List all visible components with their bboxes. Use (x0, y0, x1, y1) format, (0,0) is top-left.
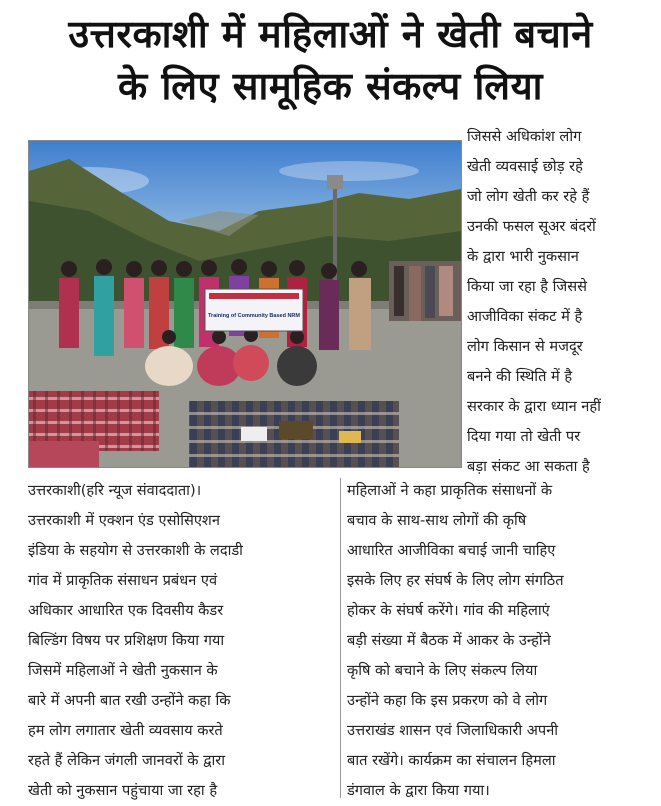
text-line: रहते हैं लेकिन जंगली जानवरों के द्वारा (28, 752, 226, 769)
right-column-text (467, 122, 657, 482)
text-line: के द्वारा भारी नुकसान (467, 248, 579, 265)
text-line: महिलाओं ने कहा प्राकृतिक संसाधनों के (347, 482, 553, 499)
text-line: आजीविका संकट में है (467, 308, 583, 325)
middle-column-text (347, 476, 653, 806)
text-line: उत्तरकाशी में एक्शन एंड एसोसिएशन (28, 512, 220, 529)
text-line: बारे में अपनी बात रखी उन्होंने कहा कि (28, 692, 231, 709)
text-line: डंगवाल के द्वारा किया गया। (347, 782, 490, 799)
text-line: होकर के संघर्ष करेंगे। गांव की महिलाएं (347, 602, 550, 619)
left-column-text (28, 476, 338, 806)
headline-line-2: के लिए सामूहिक संकल्प लिया (118, 64, 543, 108)
text-line: आधारित आजीविका बचाई जानी चाहिए (347, 542, 556, 559)
text-line: खेती व्यवसाई छोड़ रहे (467, 158, 583, 175)
text-line: सरकार के द्वारा ध्यान नहीं (467, 398, 601, 415)
text-line: बचाव के साथ-साथ लोगों की कृषि (347, 512, 527, 529)
text-line: दिया गया तो खेती पर (467, 428, 581, 445)
text-line: अधिकार आधारित एक दिवसीय कैडर (28, 602, 224, 619)
training-banner (205, 289, 303, 331)
text-line: जिससे अधिकांश लोग (467, 128, 582, 145)
column-divider (340, 478, 341, 798)
text-line: बात रखेंगे। कार्यक्रम का संचालन हिमला (347, 752, 556, 769)
text-line: गांव में प्राकृतिक संसाधन प्रबंधन एवं (28, 572, 218, 589)
text-line: इंडिया के सहयोग से उत्तरकाशी के लदाडी (28, 542, 243, 559)
text-line: बिल्डिंग विषय पर प्रशिक्षण किया गया (28, 632, 225, 649)
text-line: बड़ा संकट आ सकता है (467, 458, 590, 475)
text-line: हम लोग लगातार खेती व्यवसाय करते (28, 722, 223, 739)
text-line: उनकी फसल सूअर बंदरों (467, 218, 596, 235)
banner-title: Training of Community Based NRM (208, 313, 300, 319)
text-line: बड़ी संख्या में बैठक में आकर के उन्होंने (347, 632, 551, 649)
text-line: उन्होंने कहा कि इस प्रकरण को वे लोग (347, 692, 548, 709)
news-photo (28, 140, 462, 468)
text-line: कृषि को बचाने के लिए संकल्प लिया (347, 662, 538, 679)
text-line: बनने की स्थिति में है (467, 368, 573, 385)
text-line: उत्तराखंड शासन एवं जिलाधिकारी अपनी (347, 722, 559, 739)
text-line: इसके लिए हर संघर्ष के लिए लोग संगठित (347, 572, 564, 589)
text-line: लोग किसान से मजदूर (467, 338, 583, 355)
text-line: किया जा रहा है जिससे (467, 278, 587, 295)
headline-line-1: उत्तरकाशी में महिलाओं ने खेती बचाने (68, 12, 593, 56)
dateline: उत्तरकाशी(हरि न्यूज संवाददाता)। (28, 482, 202, 499)
text-line: जो लोग खेती कर रहे हैं (467, 188, 590, 205)
text-line: जिसमें महिलाओं ने खेती नुकसान के (28, 662, 218, 679)
text-line: खेती को नुकसान पहुंचाया जा रहा है (28, 782, 218, 799)
